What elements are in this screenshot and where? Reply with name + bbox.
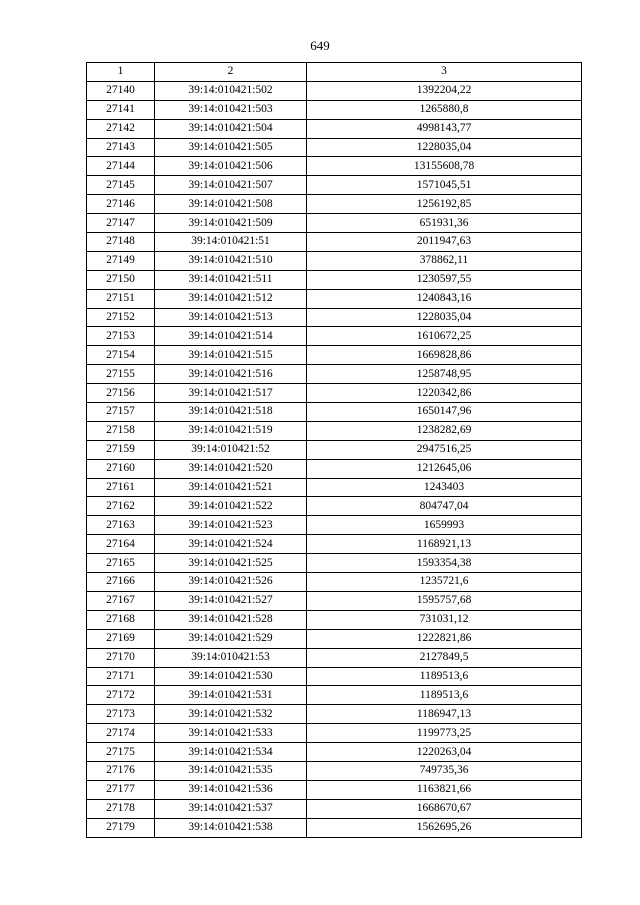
row-number-cell: 27149 — [87, 251, 155, 270]
cadastral-number-cell: 39:14:010421:531 — [155, 686, 307, 705]
row-number-cell: 27148 — [87, 233, 155, 252]
table-row — [87, 119, 582, 138]
value-cell: 1258748,95 — [307, 365, 582, 384]
row-number-cell: 27176 — [87, 761, 155, 780]
row-number-cell: 27173 — [87, 705, 155, 724]
column-header-2: 2 — [155, 63, 307, 82]
table-row — [87, 421, 582, 440]
value-cell: 1243403 — [307, 478, 582, 497]
row-number-cell: 27144 — [87, 157, 155, 176]
row-number-cell: 27157 — [87, 403, 155, 422]
row-number-cell: 27161 — [87, 478, 155, 497]
value-cell: 1593354,38 — [307, 554, 582, 573]
row-number-cell: 27160 — [87, 459, 155, 478]
cadastral-number-cell: 39:14:010421:525 — [155, 554, 307, 573]
row-number-cell: 27162 — [87, 497, 155, 516]
table-row — [87, 554, 582, 573]
table-row — [87, 478, 582, 497]
row-number-cell: 27140 — [87, 81, 155, 100]
table-row — [87, 81, 582, 100]
row-number-cell: 27179 — [87, 818, 155, 837]
table-row — [87, 214, 582, 233]
row-number-cell: 27171 — [87, 667, 155, 686]
cadastral-number-cell: 39:14:010421:526 — [155, 573, 307, 592]
row-number-cell: 27164 — [87, 535, 155, 554]
table-body — [87, 81, 582, 837]
cadastral-number-cell: 39:14:010421:503 — [155, 100, 307, 119]
value-cell: 13155608,78 — [307, 157, 582, 176]
value-cell: 1163821,66 — [307, 780, 582, 799]
table-row — [87, 780, 582, 799]
table-row — [87, 459, 582, 478]
cadastral-number-cell: 39:14:010421:517 — [155, 384, 307, 403]
value-cell: 1228035,04 — [307, 138, 582, 157]
cadastral-number-cell: 39:14:010421:513 — [155, 308, 307, 327]
row-number-cell: 27174 — [87, 724, 155, 743]
cadastral-number-cell: 39:14:010421:51 — [155, 233, 307, 252]
table-row — [87, 667, 582, 686]
value-cell: 1228035,04 — [307, 308, 582, 327]
cadastral-number-cell: 39:14:010421:527 — [155, 591, 307, 610]
value-cell: 1235721,6 — [307, 573, 582, 592]
row-number-cell: 27165 — [87, 554, 155, 573]
cadastral-number-cell: 39:14:010421:515 — [155, 346, 307, 365]
table-row — [87, 346, 582, 365]
value-cell: 1571045,51 — [307, 176, 582, 195]
value-cell: 1668670,67 — [307, 799, 582, 818]
cadastral-number-cell: 39:14:010421:519 — [155, 421, 307, 440]
cadastral-number-cell: 39:14:010421:511 — [155, 270, 307, 289]
row-number-cell: 27167 — [87, 591, 155, 610]
cadastral-number-cell: 39:14:010421:53 — [155, 648, 307, 667]
table-row — [87, 176, 582, 195]
value-cell: 1186947,13 — [307, 705, 582, 724]
row-number-cell: 27155 — [87, 365, 155, 384]
value-cell: 651931,36 — [307, 214, 582, 233]
table-row — [87, 686, 582, 705]
row-number-cell: 27150 — [87, 270, 155, 289]
value-cell: 1230597,55 — [307, 270, 582, 289]
row-number-cell: 27141 — [87, 100, 155, 119]
value-cell: 1240843,16 — [307, 289, 582, 308]
value-cell: 1392204,22 — [307, 81, 582, 100]
row-number-cell: 27142 — [87, 119, 155, 138]
page-number: 649 — [310, 38, 330, 53]
row-number-cell: 27168 — [87, 610, 155, 629]
cadastral-number-cell: 39:14:010421:520 — [155, 459, 307, 478]
cadastral-number-cell: 39:14:010421:502 — [155, 81, 307, 100]
cadastral-number-cell: 39:14:010421:536 — [155, 780, 307, 799]
table-row — [87, 799, 582, 818]
table-row — [87, 270, 582, 289]
table-row — [87, 497, 582, 516]
value-cell: 1168921,13 — [307, 535, 582, 554]
row-number-cell: 27178 — [87, 799, 155, 818]
value-cell: 378862,11 — [307, 251, 582, 270]
value-cell: 1265880,8 — [307, 100, 582, 119]
row-number-cell: 27177 — [87, 780, 155, 799]
column-header-3: 3 — [307, 63, 582, 82]
value-cell: 1610672,25 — [307, 327, 582, 346]
cadastral-number-cell: 39:14:010421:528 — [155, 610, 307, 629]
value-cell: 804747,04 — [307, 497, 582, 516]
cadastral-number-cell: 39:14:010421:521 — [155, 478, 307, 497]
table-row — [87, 705, 582, 724]
value-cell: 1650147,96 — [307, 403, 582, 422]
cadastral-number-cell: 39:14:010421:538 — [155, 818, 307, 837]
cadastral-number-cell: 39:14:010421:507 — [155, 176, 307, 195]
cadastral-number-cell: 39:14:010421:52 — [155, 440, 307, 459]
table-header-row — [87, 63, 582, 82]
table-row — [87, 743, 582, 762]
row-number-cell: 27147 — [87, 214, 155, 233]
table-row — [87, 610, 582, 629]
cadastral-number-cell: 39:14:010421:535 — [155, 761, 307, 780]
row-number-cell: 27145 — [87, 176, 155, 195]
cadastral-number-cell: 39:14:010421:523 — [155, 516, 307, 535]
value-cell: 1220342,86 — [307, 384, 582, 403]
value-cell: 4998143,77 — [307, 119, 582, 138]
table-row — [87, 289, 582, 308]
row-number-cell: 27146 — [87, 195, 155, 214]
value-cell: 731031,12 — [307, 610, 582, 629]
table-row — [87, 440, 582, 459]
table-row — [87, 100, 582, 119]
table-row — [87, 648, 582, 667]
table-row — [87, 251, 582, 270]
row-number-cell: 27154 — [87, 346, 155, 365]
table-row — [87, 327, 582, 346]
value-cell: 1220263,04 — [307, 743, 582, 762]
cadastral-number-cell: 39:14:010421:505 — [155, 138, 307, 157]
row-number-cell: 27159 — [87, 440, 155, 459]
value-cell: 1256192,85 — [307, 195, 582, 214]
row-number-cell: 27158 — [87, 421, 155, 440]
row-number-cell: 27163 — [87, 516, 155, 535]
registry-table — [86, 62, 582, 838]
table-row — [87, 195, 582, 214]
value-cell: 1669828,86 — [307, 346, 582, 365]
cadastral-number-cell: 39:14:010421:512 — [155, 289, 307, 308]
value-cell: 1222821,86 — [307, 629, 582, 648]
value-cell: 2011947,63 — [307, 233, 582, 252]
row-number-cell: 27170 — [87, 648, 155, 667]
cadastral-number-cell: 39:14:010421:506 — [155, 157, 307, 176]
value-cell: 1199773,25 — [307, 724, 582, 743]
value-cell: 2947516,25 — [307, 440, 582, 459]
table-row — [87, 384, 582, 403]
table-row — [87, 724, 582, 743]
row-number-cell: 27166 — [87, 573, 155, 592]
cadastral-number-cell: 39:14:010421:534 — [155, 743, 307, 762]
row-number-cell: 27151 — [87, 289, 155, 308]
cadastral-number-cell: 39:14:010421:530 — [155, 667, 307, 686]
row-number-cell: 27143 — [87, 138, 155, 157]
table-row — [87, 157, 582, 176]
cadastral-number-cell: 39:14:010421:514 — [155, 327, 307, 346]
cadastral-number-cell: 39:14:010421:532 — [155, 705, 307, 724]
value-cell: 749735,36 — [307, 761, 582, 780]
cadastral-number-cell: 39:14:010421:509 — [155, 214, 307, 233]
cadastral-number-cell: 39:14:010421:504 — [155, 119, 307, 138]
cadastral-number-cell: 39:14:010421:518 — [155, 403, 307, 422]
column-header-1: 1 — [87, 63, 155, 82]
row-number-cell: 27175 — [87, 743, 155, 762]
cadastral-number-cell: 39:14:010421:529 — [155, 629, 307, 648]
value-cell: 1595757,68 — [307, 591, 582, 610]
table-row — [87, 535, 582, 554]
cadastral-number-cell: 39:14:010421:508 — [155, 195, 307, 214]
cadastral-number-cell: 39:14:010421:516 — [155, 365, 307, 384]
row-number-cell: 27169 — [87, 629, 155, 648]
table-row — [87, 629, 582, 648]
table-row — [87, 365, 582, 384]
row-number-cell: 27153 — [87, 327, 155, 346]
row-number-cell: 27156 — [87, 384, 155, 403]
value-cell: 2127849,5 — [307, 648, 582, 667]
table-row — [87, 138, 582, 157]
cadastral-number-cell: 39:14:010421:533 — [155, 724, 307, 743]
table-row — [87, 233, 582, 252]
table-row — [87, 818, 582, 837]
value-cell: 1659993 — [307, 516, 582, 535]
value-cell: 1212645,06 — [307, 459, 582, 478]
table-row — [87, 403, 582, 422]
table-row — [87, 516, 582, 535]
table-row — [87, 591, 582, 610]
table-row — [87, 308, 582, 327]
table-row — [87, 573, 582, 592]
value-cell: 1189513,6 — [307, 667, 582, 686]
table-row — [87, 761, 582, 780]
cadastral-number-cell: 39:14:010421:524 — [155, 535, 307, 554]
cadastral-number-cell: 39:14:010421:510 — [155, 251, 307, 270]
row-number-cell: 27172 — [87, 686, 155, 705]
value-cell: 1238282,69 — [307, 421, 582, 440]
cadastral-number-cell: 39:14:010421:522 — [155, 497, 307, 516]
row-number-cell: 27152 — [87, 308, 155, 327]
value-cell: 1189513,6 — [307, 686, 582, 705]
value-cell: 1562695,26 — [307, 818, 582, 837]
cadastral-number-cell: 39:14:010421:537 — [155, 799, 307, 818]
